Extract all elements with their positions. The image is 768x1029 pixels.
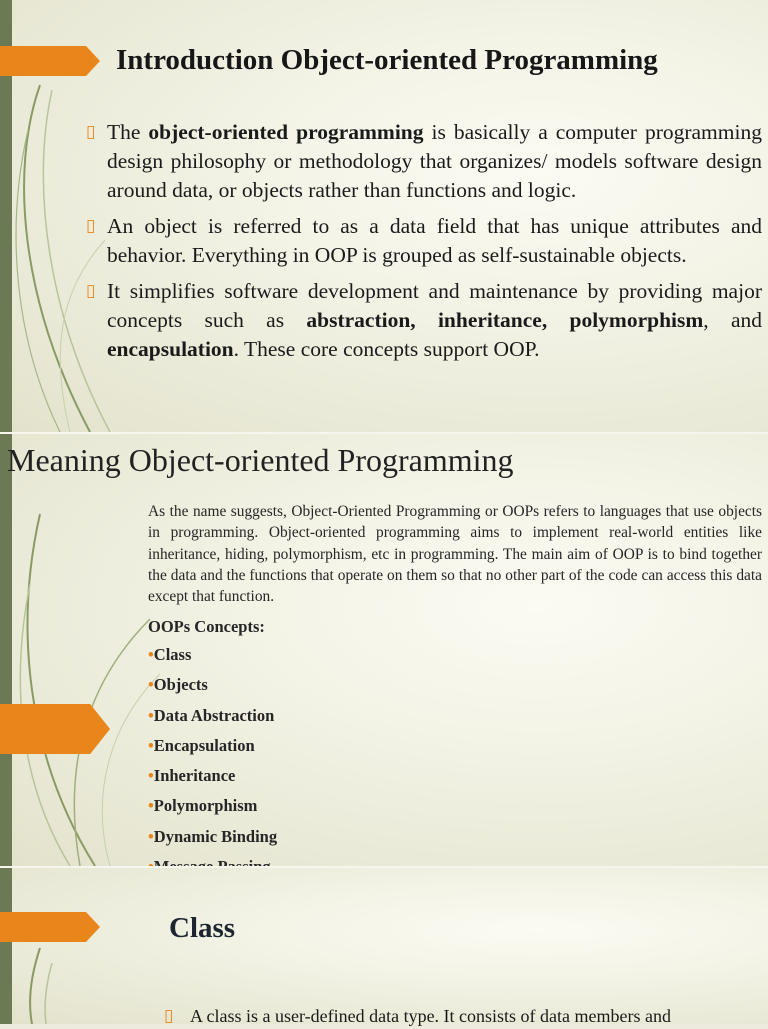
bullet-marker-icon: ▯: [86, 122, 96, 142]
bullet-marker-icon: ▯: [86, 216, 96, 236]
paragraph: As the name suggests, Object-Oriented Programming or OOPs refers to languages that use objects in programming. Object-oriented programming aims to implement real-world entities like inheritance, hiding, polymorphism, etc in programming. The main aim of OOP is to bind together the data and the functions that operate on them so that no other part of the code can access this data except that function.: [148, 503, 762, 606]
list-item: •Encapsulation: [148, 735, 255, 755]
list-item: •Inheritance: [148, 766, 236, 786]
concepts-clip: [0, 434, 768, 866]
slide-class: [0, 868, 768, 1024]
list-item: •Data Abstraction: [148, 705, 275, 725]
list-item: •Class: [148, 645, 192, 664]
slide-introduction: [0, 0, 768, 432]
slide-title: Meaning Object-oriented Programming: [7, 442, 514, 478]
bullet-dot-icon: •: [148, 796, 154, 816]
bullet-dot-icon: •: [148, 705, 154, 725]
bullet-list: [86, 118, 762, 371]
list-item: ▯ A class is a user-defined data type. It consists of data members and: [164, 1003, 764, 1029]
bullet-dot-icon: •: [148, 645, 154, 664]
slide-arrow-tab: [0, 46, 100, 76]
list-item: ▯ It simplifies software development and maintenance by providing major concepts such as abstraction, inheritance, polymorphism, and encapsulation. These core concepts support OOP.: [86, 279, 762, 361]
list-item: •Dynamic Binding: [148, 826, 278, 846]
slide-arrow-tab: [0, 912, 100, 942]
decorative-vine-lines: [0, 868, 768, 1024]
bullet-dot-icon: •: [148, 735, 154, 755]
concepts-list: [148, 645, 277, 887]
bullet-dot-icon: •: [148, 766, 154, 786]
bullet-dot-icon: •: [148, 826, 154, 846]
slide-title: Introduction Object-oriented Programming: [116, 44, 658, 76]
list-item: •Objects: [148, 675, 208, 695]
bullet-dot-icon: •: [148, 675, 154, 695]
slide-title: Class: [169, 912, 236, 944]
concepts-heading: OOPs Concepts:: [148, 617, 265, 636]
list-item: ▯ The object-oriented programming is basically a computer programming design philosophy or methodology that organizes/ models software design around data, or objects rather than functions and logic.: [86, 120, 762, 202]
bullet-marker-icon: ▯: [164, 1006, 174, 1026]
bullet-list: [164, 1003, 764, 1029]
bullet-marker-icon: ▯: [86, 281, 96, 301]
list-item: •Polymorphism: [148, 796, 258, 816]
list-item: ▯ An object is referred to as a data field that has unique attributes and behavior. Everything in OOP is grouped as self-sustainable objects.: [86, 214, 762, 267]
